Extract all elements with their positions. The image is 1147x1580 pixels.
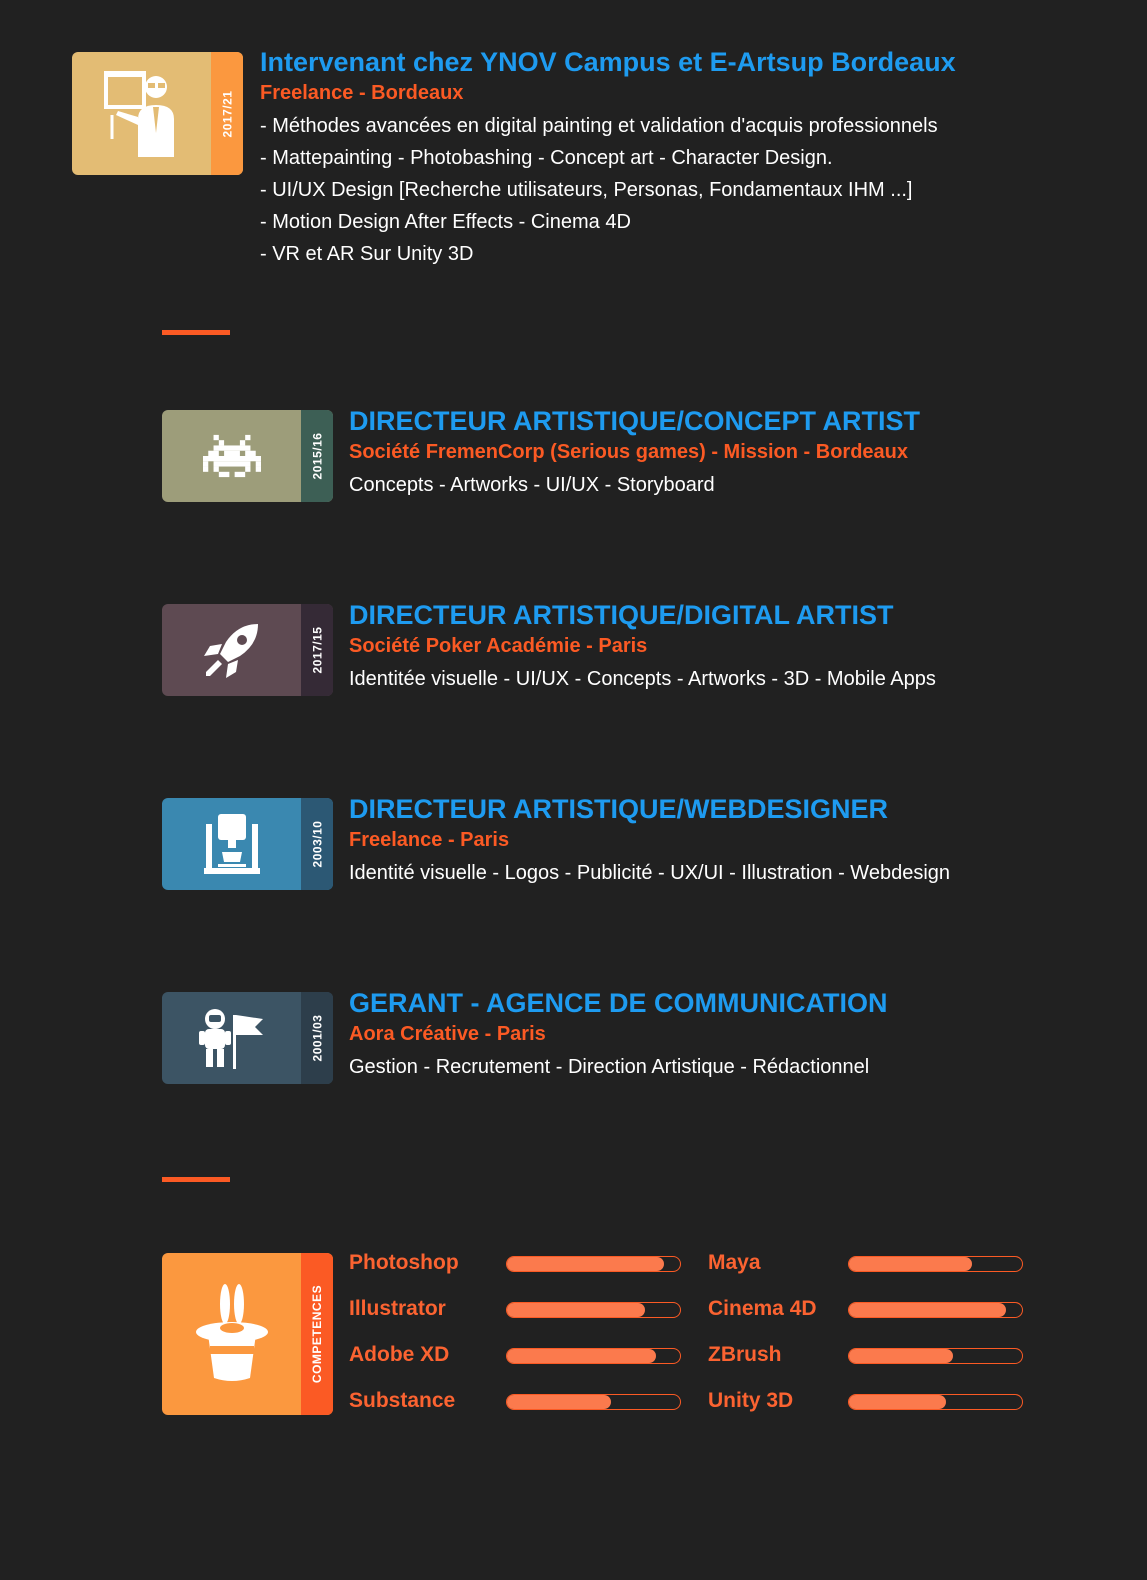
experience-badge-4 bbox=[162, 992, 333, 1084]
year-strip bbox=[301, 992, 333, 1084]
company: Freelance - Paris bbox=[349, 829, 510, 851]
section-divider bbox=[162, 330, 230, 335]
teacher-board-icon bbox=[104, 71, 180, 157]
skill-name: Maya bbox=[708, 1251, 761, 1274]
skill-level-fill bbox=[849, 1303, 1006, 1317]
skill-level-fill bbox=[849, 1257, 972, 1271]
description-line: - Mattepainting - Photobashing - Concept art - Character Design. bbox=[260, 147, 833, 169]
experience-badge-3 bbox=[162, 798, 333, 890]
skills-strip bbox=[301, 1253, 333, 1415]
skill-level-fill bbox=[507, 1303, 645, 1317]
skill-level-bar bbox=[848, 1348, 1023, 1364]
year-strip bbox=[301, 798, 333, 890]
experience-text-2 bbox=[349, 599, 936, 695]
description-line: Gestion - Recrutement - Direction Artistique - Rédactionnel bbox=[349, 1056, 870, 1078]
skill-name: Illustrator bbox=[349, 1297, 446, 1320]
experience-years: 2003/10 bbox=[310, 820, 325, 868]
year-strip bbox=[301, 604, 333, 696]
description-line: Identité visuelle - Logos - Publicité - UX/UI - Illustration - Webdesign bbox=[349, 862, 951, 884]
skill-name: ZBrush bbox=[708, 1343, 782, 1366]
skill-level-fill bbox=[849, 1349, 953, 1363]
icon-area bbox=[72, 52, 211, 175]
icon-area bbox=[162, 798, 301, 890]
experience-badge-1 bbox=[162, 410, 333, 502]
skill-level-bar bbox=[848, 1302, 1023, 1318]
skill-name: Photoshop bbox=[349, 1251, 459, 1274]
skills-badge bbox=[162, 1253, 333, 1415]
icon-area bbox=[162, 1253, 301, 1415]
skill-name: Unity 3D bbox=[708, 1389, 794, 1412]
skills-label: COMPETENCES bbox=[310, 1284, 324, 1384]
space-invader-icon bbox=[203, 434, 261, 478]
experience-badge-0 bbox=[72, 52, 243, 175]
description-line: - VR et AR Sur Unity 3D bbox=[260, 243, 474, 265]
year-strip bbox=[211, 52, 243, 175]
icon-area bbox=[162, 410, 301, 502]
coffee-machine-icon bbox=[204, 814, 260, 874]
skill-level-bar bbox=[506, 1302, 681, 1318]
icon-area bbox=[162, 604, 301, 696]
astronaut-flag-icon bbox=[199, 1007, 265, 1069]
section-divider bbox=[162, 1177, 230, 1182]
description-line: Concepts - Artworks - UI/UX - Storyboard bbox=[349, 474, 715, 496]
skill-name: Adobe XD bbox=[349, 1343, 450, 1366]
company: Aora Créative - Paris bbox=[349, 1023, 546, 1045]
experience-text-1 bbox=[349, 405, 920, 501]
skill-level-fill bbox=[507, 1349, 656, 1363]
skill-level-bar bbox=[506, 1256, 681, 1272]
skill-level-fill bbox=[849, 1395, 946, 1409]
experience-years: 2015/16 bbox=[310, 432, 325, 480]
experience-years: 2017/15 bbox=[310, 626, 325, 674]
skill-level-bar bbox=[506, 1348, 681, 1364]
experience-text-4 bbox=[349, 987, 887, 1083]
experience-badge-2 bbox=[162, 604, 333, 696]
skill-level-bar bbox=[848, 1256, 1023, 1272]
experience-text-3 bbox=[349, 793, 950, 889]
company: Freelance - Bordeaux bbox=[260, 82, 464, 104]
company: Société FremenCorp (Serious games) - Mission - Bordeaux bbox=[349, 441, 909, 463]
icon-area bbox=[162, 992, 301, 1084]
skill-name: Substance bbox=[349, 1389, 456, 1412]
rocket-icon bbox=[202, 620, 262, 680]
magic-hat-rabbit-icon bbox=[192, 1284, 272, 1384]
job-title: DIRECTEUR ARTISTIQUE/DIGITAL ARTIST bbox=[349, 600, 894, 630]
skill-level-bar bbox=[848, 1394, 1023, 1410]
year-strip bbox=[301, 410, 333, 502]
description-line: - UI/UX Design [Recherche utilisateurs, Personas, Fondamentaux IHM ...] bbox=[260, 179, 913, 201]
description-line: Identitée visuelle - UI/UX - Concepts - Artworks - 3D - Mobile Apps bbox=[349, 668, 936, 690]
description-line: - Motion Design After Effects - Cinema 4D bbox=[260, 211, 631, 233]
job-title: DIRECTEUR ARTISTIQUE/CONCEPT ARTIST bbox=[349, 406, 921, 436]
experience-text-0 bbox=[260, 46, 956, 270]
job-title: Intervenant chez YNOV Campus et E-Artsup Bordeaux bbox=[260, 47, 956, 77]
description-line: - Méthodes avancées en digital painting et validation d'acquis professionnels bbox=[260, 115, 938, 137]
experience-years: 2017/21 bbox=[220, 90, 235, 137]
skill-level-fill bbox=[507, 1395, 611, 1409]
skill-level-fill bbox=[507, 1257, 664, 1271]
experience-years: 2001/03 bbox=[310, 1014, 325, 1062]
skill-name: Cinema 4D bbox=[708, 1297, 817, 1320]
skill-level-bar bbox=[506, 1394, 681, 1410]
job-title: DIRECTEUR ARTISTIQUE/WEBDESIGNER bbox=[349, 794, 889, 824]
company: Société Poker Académie - Paris bbox=[349, 635, 648, 657]
job-title: GERANT - AGENCE DE COMMUNICATION bbox=[349, 988, 888, 1018]
